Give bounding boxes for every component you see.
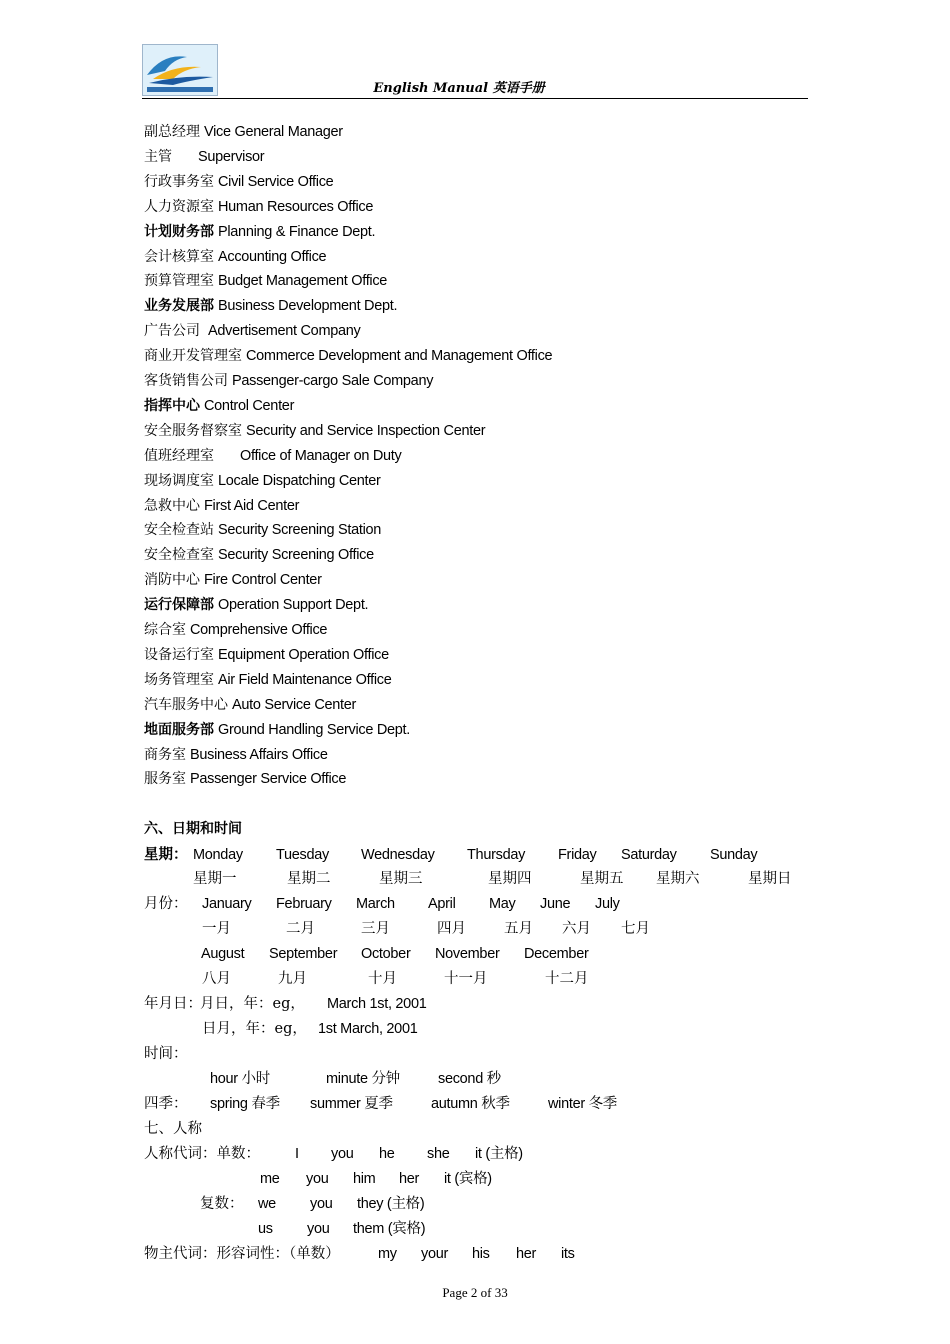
season: summer 夏季 <box>310 1096 393 1112</box>
department-english-name: Ground Handling Service Dept. <box>218 721 410 738</box>
department-row <box>144 521 381 539</box>
department-chinese-name: 值班经理室 <box>144 447 214 464</box>
department-row <box>144 621 327 639</box>
department-row <box>144 596 368 614</box>
month-english: May <box>489 896 516 912</box>
department-chinese-name: 商业开发管理室 <box>144 348 242 365</box>
month-chinese: 七月 <box>621 921 650 937</box>
weekday-english: Tuesday <box>276 847 329 863</box>
month-english: November <box>435 946 500 962</box>
pronoun-singular-object: you <box>306 1171 329 1187</box>
pronoun-singular-subject: she <box>427 1146 450 1162</box>
department-english-name: Passenger-cargo Sale Company <box>232 373 434 389</box>
department-row <box>144 571 322 589</box>
department-english-name: Accounting Office <box>218 248 327 265</box>
pronoun-singular-subject: he <box>379 1146 395 1162</box>
department-chinese-name: 消防中心 <box>144 572 200 589</box>
department-chinese-name: 会计核算室 <box>144 248 214 265</box>
department-row <box>144 671 391 689</box>
department-english-name: Fire Control Center <box>204 572 322 589</box>
department-english-name: Passenger Service Office <box>190 771 347 788</box>
department-english-name: Operation Support Dept. <box>218 597 369 614</box>
department-chinese-name: 安全检查站 <box>144 522 214 539</box>
department-row <box>144 447 402 465</box>
header-title: English Manual 英语手册 <box>373 81 545 96</box>
personal-pronoun-label: 人称代词：单数： <box>144 1146 260 1162</box>
department-english-name: Security Screening Station <box>218 522 382 539</box>
possessive-adjective: her <box>516 1246 537 1262</box>
page-label: Page <box>442 1285 468 1300</box>
page-of-label: of <box>480 1285 492 1300</box>
month-chinese: 九月 <box>278 971 307 987</box>
department-english-name: Security Screening Office <box>218 547 374 564</box>
department-chinese-name: 主管 <box>144 148 172 165</box>
department-chinese-name: 指挥中心 <box>144 397 200 414</box>
month-english: December <box>524 946 589 962</box>
time-unit: second 秒 <box>438 1071 501 1087</box>
month-english: April <box>428 896 456 912</box>
department-row <box>144 173 333 191</box>
department-chinese-name: 安全服务督察室 <box>144 422 242 439</box>
month-label: 月份： <box>144 896 188 912</box>
header-divider <box>142 98 808 99</box>
department-chinese-name: 现场调度室 <box>144 472 214 489</box>
department-row <box>144 472 381 490</box>
department-row <box>144 422 485 440</box>
department-english-name: Commerce Development and Management Office <box>246 348 553 365</box>
department-english-name: Locale Dispatching Center <box>218 472 381 489</box>
date-format-2-chinese: 日月，年：eg， <box>202 1021 307 1037</box>
date-format-2-example: 1st March, 2001 <box>318 1021 418 1037</box>
month-chinese: 三月 <box>361 921 390 937</box>
department-row <box>144 272 387 290</box>
month-english: August <box>201 946 245 962</box>
department-row <box>144 248 326 266</box>
department-english-name: Air Field Maintenance Office <box>218 671 392 688</box>
department-row <box>144 546 374 564</box>
month-chinese: 一月 <box>202 921 231 937</box>
plural-label: 复数： <box>200 1196 244 1212</box>
department-chinese-name: 副总经理 <box>144 124 200 140</box>
department-chinese-name: 业务发展部 <box>144 298 214 315</box>
page-footer <box>0 1285 950 1301</box>
pronoun-singular-object: me <box>260 1171 280 1187</box>
month-english: September <box>269 946 338 962</box>
department-chinese-name: 安全检查室 <box>144 547 214 564</box>
department-chinese-name: 运行保障部 <box>144 597 214 614</box>
month-english: March <box>356 896 395 912</box>
department-row <box>144 770 346 788</box>
department-english-name: Advertisement Company <box>208 323 361 340</box>
season: autumn 秋季 <box>431 1096 510 1112</box>
department-english-name: Planning & Finance Dept. <box>218 223 376 240</box>
department-english-name: First Aid Center <box>204 497 300 514</box>
department-english-name: Equipment Operation Office <box>218 646 389 663</box>
weekday-chinese: 星期三 <box>379 871 423 887</box>
department-english-name: Budget Management Office <box>218 273 388 290</box>
month-chinese: 五月 <box>504 921 533 937</box>
department-row <box>144 223 375 241</box>
pronoun-plural-subject: you <box>310 1196 333 1212</box>
weekday-english: Saturday <box>621 847 677 863</box>
department-chinese-name: 地面服务部 <box>144 721 214 738</box>
department-row <box>144 322 360 340</box>
department-row <box>144 123 343 141</box>
department-chinese-name: 综合室 <box>144 622 186 638</box>
month-chinese: 四月 <box>437 921 466 937</box>
weekday-english: Sunday <box>710 847 758 863</box>
department-chinese-name: 预算管理室 <box>144 273 214 290</box>
department-row <box>144 347 552 365</box>
month-chinese: 二月 <box>286 921 315 937</box>
pronoun-singular-subject: it (主格) <box>475 1146 523 1162</box>
department-chinese-name: 客货销售公司 <box>144 373 228 389</box>
pronoun-singular-subject: you <box>331 1146 354 1162</box>
page-total: 33 <box>494 1285 508 1300</box>
month-chinese: 八月 <box>202 971 231 987</box>
department-english-name: Supervisor <box>198 148 265 165</box>
date-format-1-example: March 1st, 2001 <box>327 996 427 1012</box>
department-row <box>144 696 356 714</box>
season: winter 冬季 <box>548 1096 618 1112</box>
month-english: February <box>276 896 332 912</box>
pronoun-singular-object: her <box>399 1171 420 1187</box>
department-chinese-name: 商务室 <box>144 746 186 763</box>
department-english-name: Business Affairs Office <box>190 746 328 763</box>
department-chinese-name: 人力资源室 <box>144 198 214 215</box>
possessive-adjective: my <box>378 1246 397 1262</box>
department-row <box>144 372 433 390</box>
pronoun-singular-object: it (宾格) <box>444 1171 492 1187</box>
month-chinese: 六月 <box>562 921 591 937</box>
department-english-name: Comprehensive Office <box>190 622 328 638</box>
month-chinese: 十月 <box>368 971 397 987</box>
date-format-label: 年月日： <box>144 996 202 1012</box>
department-english-name: Security and Service Inspection Center <box>246 422 486 439</box>
department-row <box>144 148 264 166</box>
department-english-name: Control Center <box>204 397 295 414</box>
month-english: October <box>361 946 411 962</box>
time-unit: minute 分钟 <box>326 1071 400 1087</box>
department-english-name: Office of Manager on Duty <box>240 447 402 464</box>
possessive-adjective: its <box>561 1246 575 1262</box>
month-english: January <box>202 896 252 912</box>
weekday-english: Monday <box>193 847 243 863</box>
department-chinese-name: 广告公司 <box>144 323 200 340</box>
possessive-pronoun-label: 物主代词：形容词性：（单数） <box>144 1246 340 1262</box>
department-chinese-name: 急救中心 <box>144 497 200 514</box>
pronoun-plural-subject: they (主格) <box>357 1196 425 1212</box>
season: spring 春季 <box>210 1096 280 1112</box>
department-row <box>144 297 397 315</box>
weekday-chinese: 星期二 <box>287 871 331 887</box>
department-chinese-name: 设备运行室 <box>144 646 214 663</box>
possessive-adjective: his <box>472 1246 490 1262</box>
pronoun-singular-subject: I <box>295 1146 299 1162</box>
possessive-adjective: your <box>421 1246 449 1262</box>
pronoun-plural-object: them (宾格) <box>353 1221 426 1237</box>
date-format-1-chinese: 月日，年：eg， <box>200 996 305 1012</box>
department-chinese-name: 行政事务室 <box>144 173 214 190</box>
pronoun-plural-object: us <box>258 1221 273 1237</box>
department-english-name: Business Development Dept. <box>218 298 398 315</box>
month-english: July <box>595 896 620 912</box>
department-chinese-name: 场务管理室 <box>144 671 214 688</box>
weekday-chinese: 星期一 <box>193 871 237 887</box>
weekday-english: Thursday <box>467 847 526 863</box>
section-heading-persons: 七、人称 <box>144 1121 202 1137</box>
department-row <box>144 646 389 664</box>
weekday-label: 星期： <box>144 847 188 863</box>
weekday-chinese: 星期六 <box>656 871 700 887</box>
department-english-name: Civil Service Office <box>218 173 334 190</box>
department-row <box>144 746 328 764</box>
department-english-name: Auto Service Center <box>232 696 357 713</box>
department-row <box>144 721 410 739</box>
department-english-name: Human Resources Office <box>218 198 374 215</box>
department-row <box>144 397 294 415</box>
month-chinese: 十一月 <box>444 971 488 987</box>
month-chinese: 十二月 <box>545 971 589 987</box>
weekday-chinese: 星期日 <box>748 871 792 887</box>
weekday-chinese: 星期五 <box>580 871 624 887</box>
department-english-name: Vice General Manager <box>204 124 343 140</box>
month-english: June <box>540 896 571 912</box>
department-chinese-name: 服务室 <box>144 771 186 788</box>
weekday-english: Friday <box>558 847 597 863</box>
pronoun-plural-subject: we <box>258 1196 276 1212</box>
pronoun-plural-object: you <box>307 1221 330 1237</box>
time-label: 时间： <box>144 1046 188 1062</box>
department-row <box>144 497 299 515</box>
section-heading-dates: 六、日期和时间 <box>144 821 242 837</box>
weekday-chinese: 星期四 <box>488 871 532 887</box>
department-chinese-name: 汽车服务中心 <box>144 696 228 713</box>
department-row <box>144 198 373 216</box>
department-chinese-name: 计划财务部 <box>144 223 214 240</box>
weekday-english: Wednesday <box>361 847 435 863</box>
time-unit: hour 小时 <box>210 1071 270 1087</box>
page-number: 2 <box>470 1285 478 1300</box>
seasons-label: 四季： <box>144 1096 188 1112</box>
pronoun-singular-object: him <box>353 1171 376 1187</box>
